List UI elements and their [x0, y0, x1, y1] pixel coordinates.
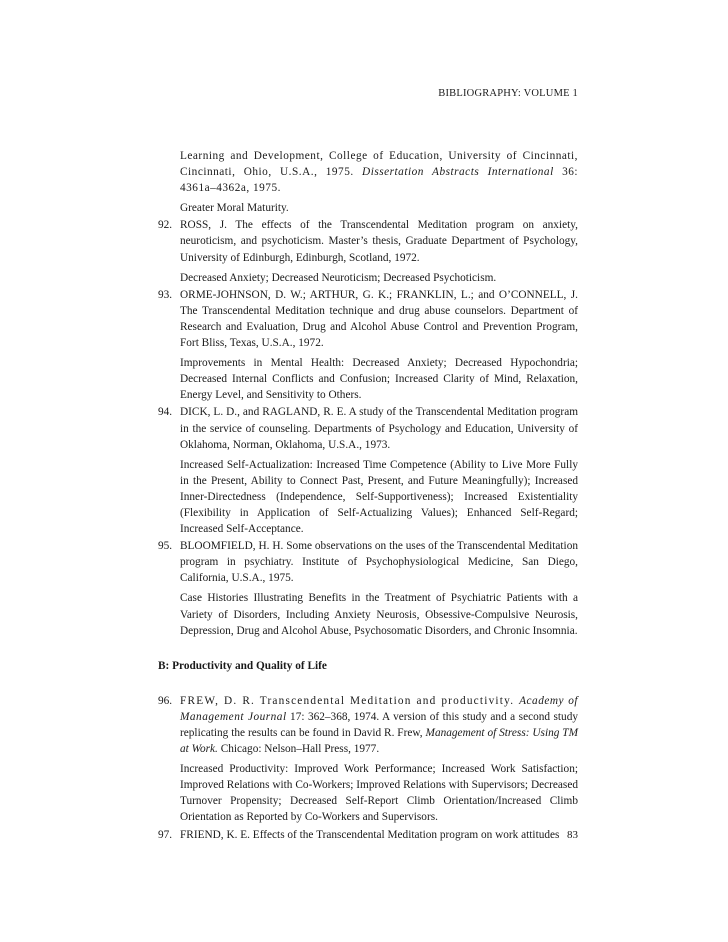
citation-text-continued: 17: 362–368, 1974. A version of this study and a second study replicating the results can be found in David R. Frew,: [180, 710, 578, 739]
citation-text: Learning and Development, College of Education, University of Cincinnati, Cincinnati, Ohio, U.S.A., 1975.: [180, 150, 578, 179]
entry-findings: Improvements in Mental Health: Decreased Anxiety; Decreased Hypochondria; Decreased Internal Conflicts and Confusion; Increased Clarity of Mind, Relaxation, Energy Level, and Sensitivity to Others.: [180, 357, 578, 402]
bibliography-entry: [158, 404, 578, 537]
citation-tail: Chicago: Nelson–Hall Press, 1977.: [217, 743, 380, 756]
entry-citation: [180, 148, 578, 196]
continued-entry: [158, 148, 578, 216]
bibliography-body: [158, 148, 578, 843]
entry-findings: Increased Productivity: Improved Work Performance; Increased Work Satisfaction; Improved Relations with Co-Workers; Improved Relations with Supervisors; Decreased Turnover Propensity; Decreased Self-Report Climb Orientation/Increased Climb Orientation as Reported by Co-Workers and Supervisors.: [180, 763, 578, 824]
entry-findings: Increased Self-Actualization: Increased Time Competence (Ability to Live More Fully in the Present, Ability to Connect Past, Present, and Future Meaningfully); Increased Inner-Directedness (Independence, Self-Supportiveness); Increased Existentiality (Flexibility in Application of Self-Actualizing Values); Enhanced Self-Regard; Increased Self-Acceptance.: [180, 458, 578, 536]
entry-number: 92.: [158, 219, 173, 232]
book-title: Management of Stress: Using TM at Work.: [180, 727, 578, 756]
bibliography-entry: [158, 287, 578, 404]
entry-citation: ROSS, J. The effects of the Transcendental Meditation program on anxiety, neuroticism, and psychoticism. Master’s thesis, Graduate Department of Psychology, University of Edinburgh, Edinburgh, Scotland, 1972.: [180, 219, 578, 264]
entry-citation: ORME-JOHNSON, D. W.; ARTHUR, G. K.; FRANKLIN, L.; and O’CONNELL, J. The Transcendental Meditation technique and drug abuse counselors. Department of Research and Evaluation, Drug and Alcohol Abuse Control and Prevention Program, Fort Bliss, Texas, U.S.A., 1972.: [180, 288, 578, 350]
running-header: BIBLIOGRAPHY: VOLUME 1: [438, 88, 578, 99]
journal-title: Dissertation Abstracts International: [362, 166, 554, 179]
entry-findings: Greater Moral Maturity.: [180, 202, 289, 215]
citation-tail: 36: 4361a–4362a, 1975.: [180, 166, 579, 195]
entry-number: 95.: [158, 540, 173, 553]
entry-citation: BLOOMFIELD, H. H. Some observations on the uses of the Transcendental Meditation program in psychiatry. Institute of Psychophysiological Medicine, San Diego, California, U.S.A., 1975.: [180, 540, 578, 585]
entry-number: 97.: [158, 828, 173, 841]
entry-citation: [180, 693, 578, 757]
entry-findings: Case Histories Illustrating Benefits in the Treatment of Psychiatric Patients with a Variety of Disorders, Including Anxiety Neurosis, Obsessive-Compulsive Neurosis, Depression, Drug and Alcohol Abuse, Psychosomatic Disorders, and Chronic Insomnia.: [180, 592, 578, 637]
bibliography-entry: [158, 217, 578, 285]
citation-text: FREW, D. R. Transcendental Meditation and productivity.: [180, 694, 520, 707]
entry-number: 96.: [158, 694, 173, 707]
bibliography-entry: [158, 538, 578, 639]
section-heading: B: Productivity and Quality of Life: [158, 659, 327, 672]
entry-citation: FRIEND, K. E. Effects of the Transcendental Meditation program on work attitudes: [180, 828, 560, 841]
entry-citation: DICK, L. D., and RAGLAND, R. E. A study of the Transcendental Meditation program in the service of counseling. Departments of Psychology and Education, University of Oklahoma, Norman, Oklahoma, U.S.A., 1973.: [180, 406, 578, 451]
entry-number: 94.: [158, 406, 173, 419]
entry-number: 93.: [158, 288, 173, 301]
page-number: 83: [567, 829, 578, 841]
bibliography-entry: [158, 693, 578, 826]
journal-title: Academy of Management Journal: [180, 694, 578, 723]
entry-findings: Decreased Anxiety; Decreased Neuroticism; Decreased Psychoticism.: [180, 271, 497, 284]
